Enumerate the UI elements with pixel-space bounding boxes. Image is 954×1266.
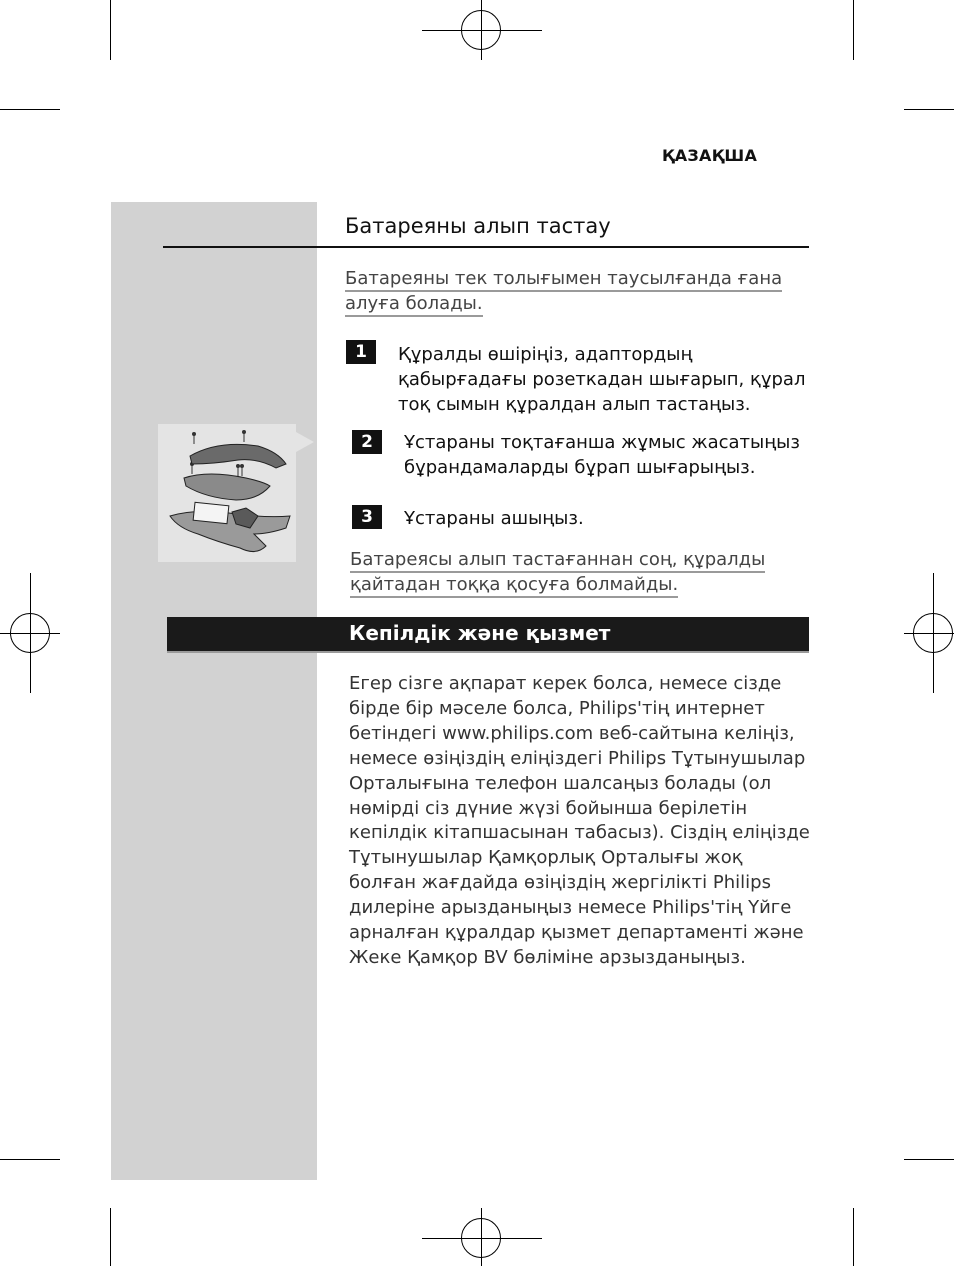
- battery-section-title: Батареяны алып тастау: [345, 214, 611, 238]
- battery-warning-note: Батареясы алып тастағаннан соң, құралды қайтадан тоққа қосуға болмайды.: [350, 547, 765, 597]
- title-bar-shadow: [167, 651, 809, 653]
- step-3-text: Ұстараны ашыңыз.: [404, 508, 584, 529]
- step-number-1: 1: [346, 340, 376, 364]
- grey-sidebar: [111, 202, 317, 1180]
- language-label: ҚАЗАҚША: [662, 146, 758, 165]
- section-divider: [163, 246, 809, 248]
- guarantee-section-title: Кепілдік және қызмет: [349, 621, 611, 645]
- step-2-text: Ұстараны тоқтағанша жұмыс жасатыңыз бұрандамаларды бұрап шығарыңыз.: [404, 432, 800, 478]
- illustration-pointer: [296, 432, 314, 452]
- step-1-text: Құралды өшіріңіз, адаптордың қабырғадағы розеткадан шығарып, құрал тоқ сымын құралдан алып тастаңыз.: [398, 344, 806, 415]
- guarantee-body-text: Егер сізге ақпарат керек болса, немесе сізде бірде бір мәселе болса, Philips'тің интернет бетіндегі www.philips.com веб-сайтына келіңіз, немесе өзіңіздің еліңіздегі Philips Тұтынушылар Орталығына телефон шалсаңыз болады (ол нөмірді сіз дүние жүзі бойынша берілетін кепілдік кітапшасынан табасыз). Сіздің еліңізде Тұтынушылар Қамқорлық Орталығы жоқ болған жағдайда өзіңіздің жергілікті Philips дилеріне арызданыңыз немесе Philips'тің Үйге арналған құралдар қызмет департаменті және Жеке Қамқор BV бөліміне арзызданыңыз.: [349, 673, 810, 968]
- shaver-disassembly-icon: [158, 424, 296, 562]
- battery-intro-note: Батареяны тек толығымен таусылғанда ғана алуға болады.: [345, 266, 782, 316]
- step-number-2: 2: [352, 430, 382, 454]
- step-number-3: 3: [352, 505, 382, 529]
